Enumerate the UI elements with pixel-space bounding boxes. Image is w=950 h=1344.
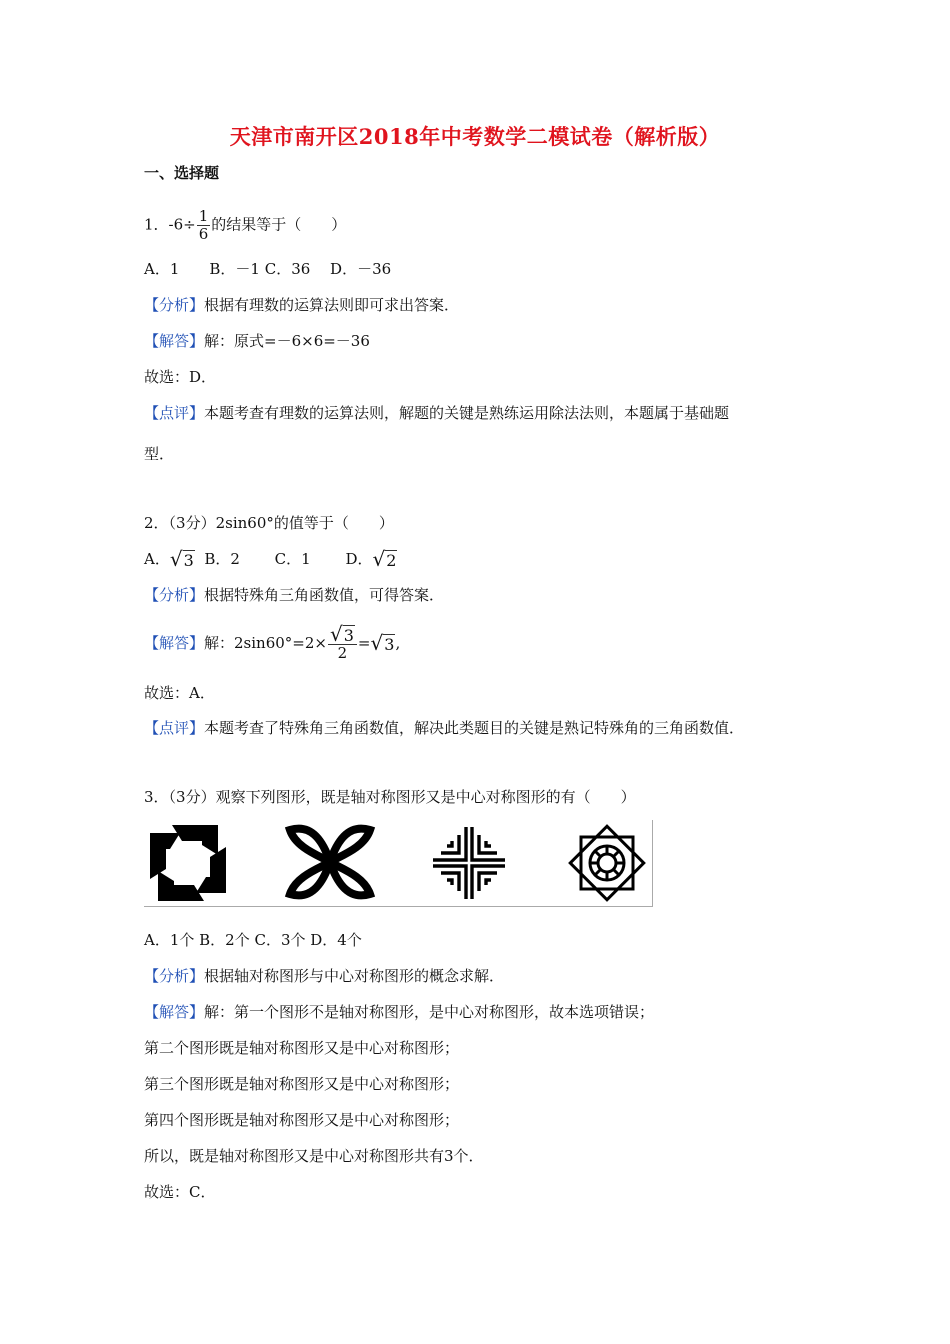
q1-options: A．1 B．－1 C．36 D．－36 <box>144 260 392 278</box>
q2-choose: 故选：A． <box>144 684 215 702</box>
q3-answer-line-3: 第三个图形既是轴对称图形又是中心对称图形； <box>144 1075 460 1093</box>
q1-comment <box>144 403 729 423</box>
analysis-tag: 【分析】 <box>144 967 205 985</box>
figure-2-four-petal <box>282 822 378 902</box>
answer-tag: 【解答】 <box>144 332 205 350</box>
q1-analysis <box>144 295 459 315</box>
q1-answer <box>144 331 370 351</box>
q3-answer-line-2: 第二个图形既是轴对称图形又是中心对称图形； <box>144 1039 460 1057</box>
analysis-tag: 【分析】 <box>144 586 205 604</box>
q2-answer-fraction: $\frac{√3}{2}$ <box>328 626 357 662</box>
q1-stem <box>144 208 346 243</box>
q2-opt-a: A． <box>144 550 170 568</box>
q2-options <box>144 549 397 571</box>
figure-3-stepped-cross <box>426 822 512 902</box>
q1-fraction <box>197 208 211 243</box>
comment-tag: 【点评】 <box>144 404 205 422</box>
q3-analysis-text: 根据轴对称图形与中心对称图形的概念求解． <box>204 967 505 985</box>
q2-answer: 【解答】解：2sin60°=2× $\frac{√3}{2}$ =√3, <box>144 622 401 662</box>
q2-comment-text: 本题考查了特殊角三角函数值，解决此类题目的关键是熟记特殊角的三角函数值． <box>204 719 745 737</box>
q2-answer-pre: 解：2sin60°=2× <box>204 634 327 652</box>
q3-answer-line-5: 所以，既是轴对称图形又是中心对称图形共有3个． <box>144 1147 484 1165</box>
q2-comment <box>144 718 744 738</box>
q3-choose: 故选：C． <box>144 1183 216 1201</box>
analysis-tag: 【分析】 <box>144 296 205 314</box>
q2-stem: 2．（3分）2sin60°的值等于（ ） <box>144 514 394 532</box>
q2-opt-rest: B．2 C．1 D． <box>194 550 373 568</box>
q3-stem: 3．（3分）观察下列图形，既是轴对称图形又是中心对称图形的有（ ） <box>144 788 636 806</box>
q1-stem-post: 的结果等于（ ） <box>211 215 347 234</box>
q1-answer-text: 解：原式=－6×6=－36 <box>204 332 370 350</box>
q3-options: A．1个 B．2个 C．3个 D．4个 <box>144 931 362 949</box>
q2-analysis <box>144 585 444 605</box>
q1-fraction-den: 6 <box>198 225 209 243</box>
sqrt-symbol: √2 <box>372 547 397 571</box>
sqrt-symbol: √3 <box>370 631 395 655</box>
page-title: 天津市南开区2018年中考数学二模试卷（解析版） <box>229 124 721 149</box>
q3-answer-line-4: 第四个图形既是轴对称图形又是中心对称图形； <box>144 1111 460 1129</box>
answer-tag: 【解答】 <box>144 634 205 652</box>
sqrt-symbol: √3 <box>329 622 354 646</box>
q1-stem-pre: 1．-6÷ <box>144 215 196 234</box>
answer-tag: 【解答】 <box>144 1003 205 1021</box>
q1-comment-text: 本题考查有理数的运算法则，解题的关键是熟练运用除法法则，本题属于基础题 <box>204 404 730 422</box>
q1-choose: 故选：D． <box>144 368 217 386</box>
figure-4-eight-point-star <box>564 822 650 904</box>
sqrt-symbol: √3 <box>169 547 194 571</box>
q1-fraction-num: 1 <box>198 207 209 225</box>
section-heading: 一、选择题 <box>144 164 220 182</box>
q3-answer <box>144 1002 654 1022</box>
q1-analysis-text: 根据有理数的运算法则即可求出答案． <box>204 296 460 314</box>
q2-analysis-text: 根据特殊角三角函数值，可得答案． <box>204 586 445 604</box>
q3-answer-text: 解：第一个图形不是轴对称图形，是中心对称图形，故本选项错误； <box>204 1003 655 1021</box>
q3-figure-strip <box>144 820 653 907</box>
q1-comment-cont: 型． <box>144 445 175 463</box>
comment-tag: 【点评】 <box>144 719 205 737</box>
q3-analysis <box>144 966 504 986</box>
figure-1-pinwheel-square <box>146 822 230 902</box>
